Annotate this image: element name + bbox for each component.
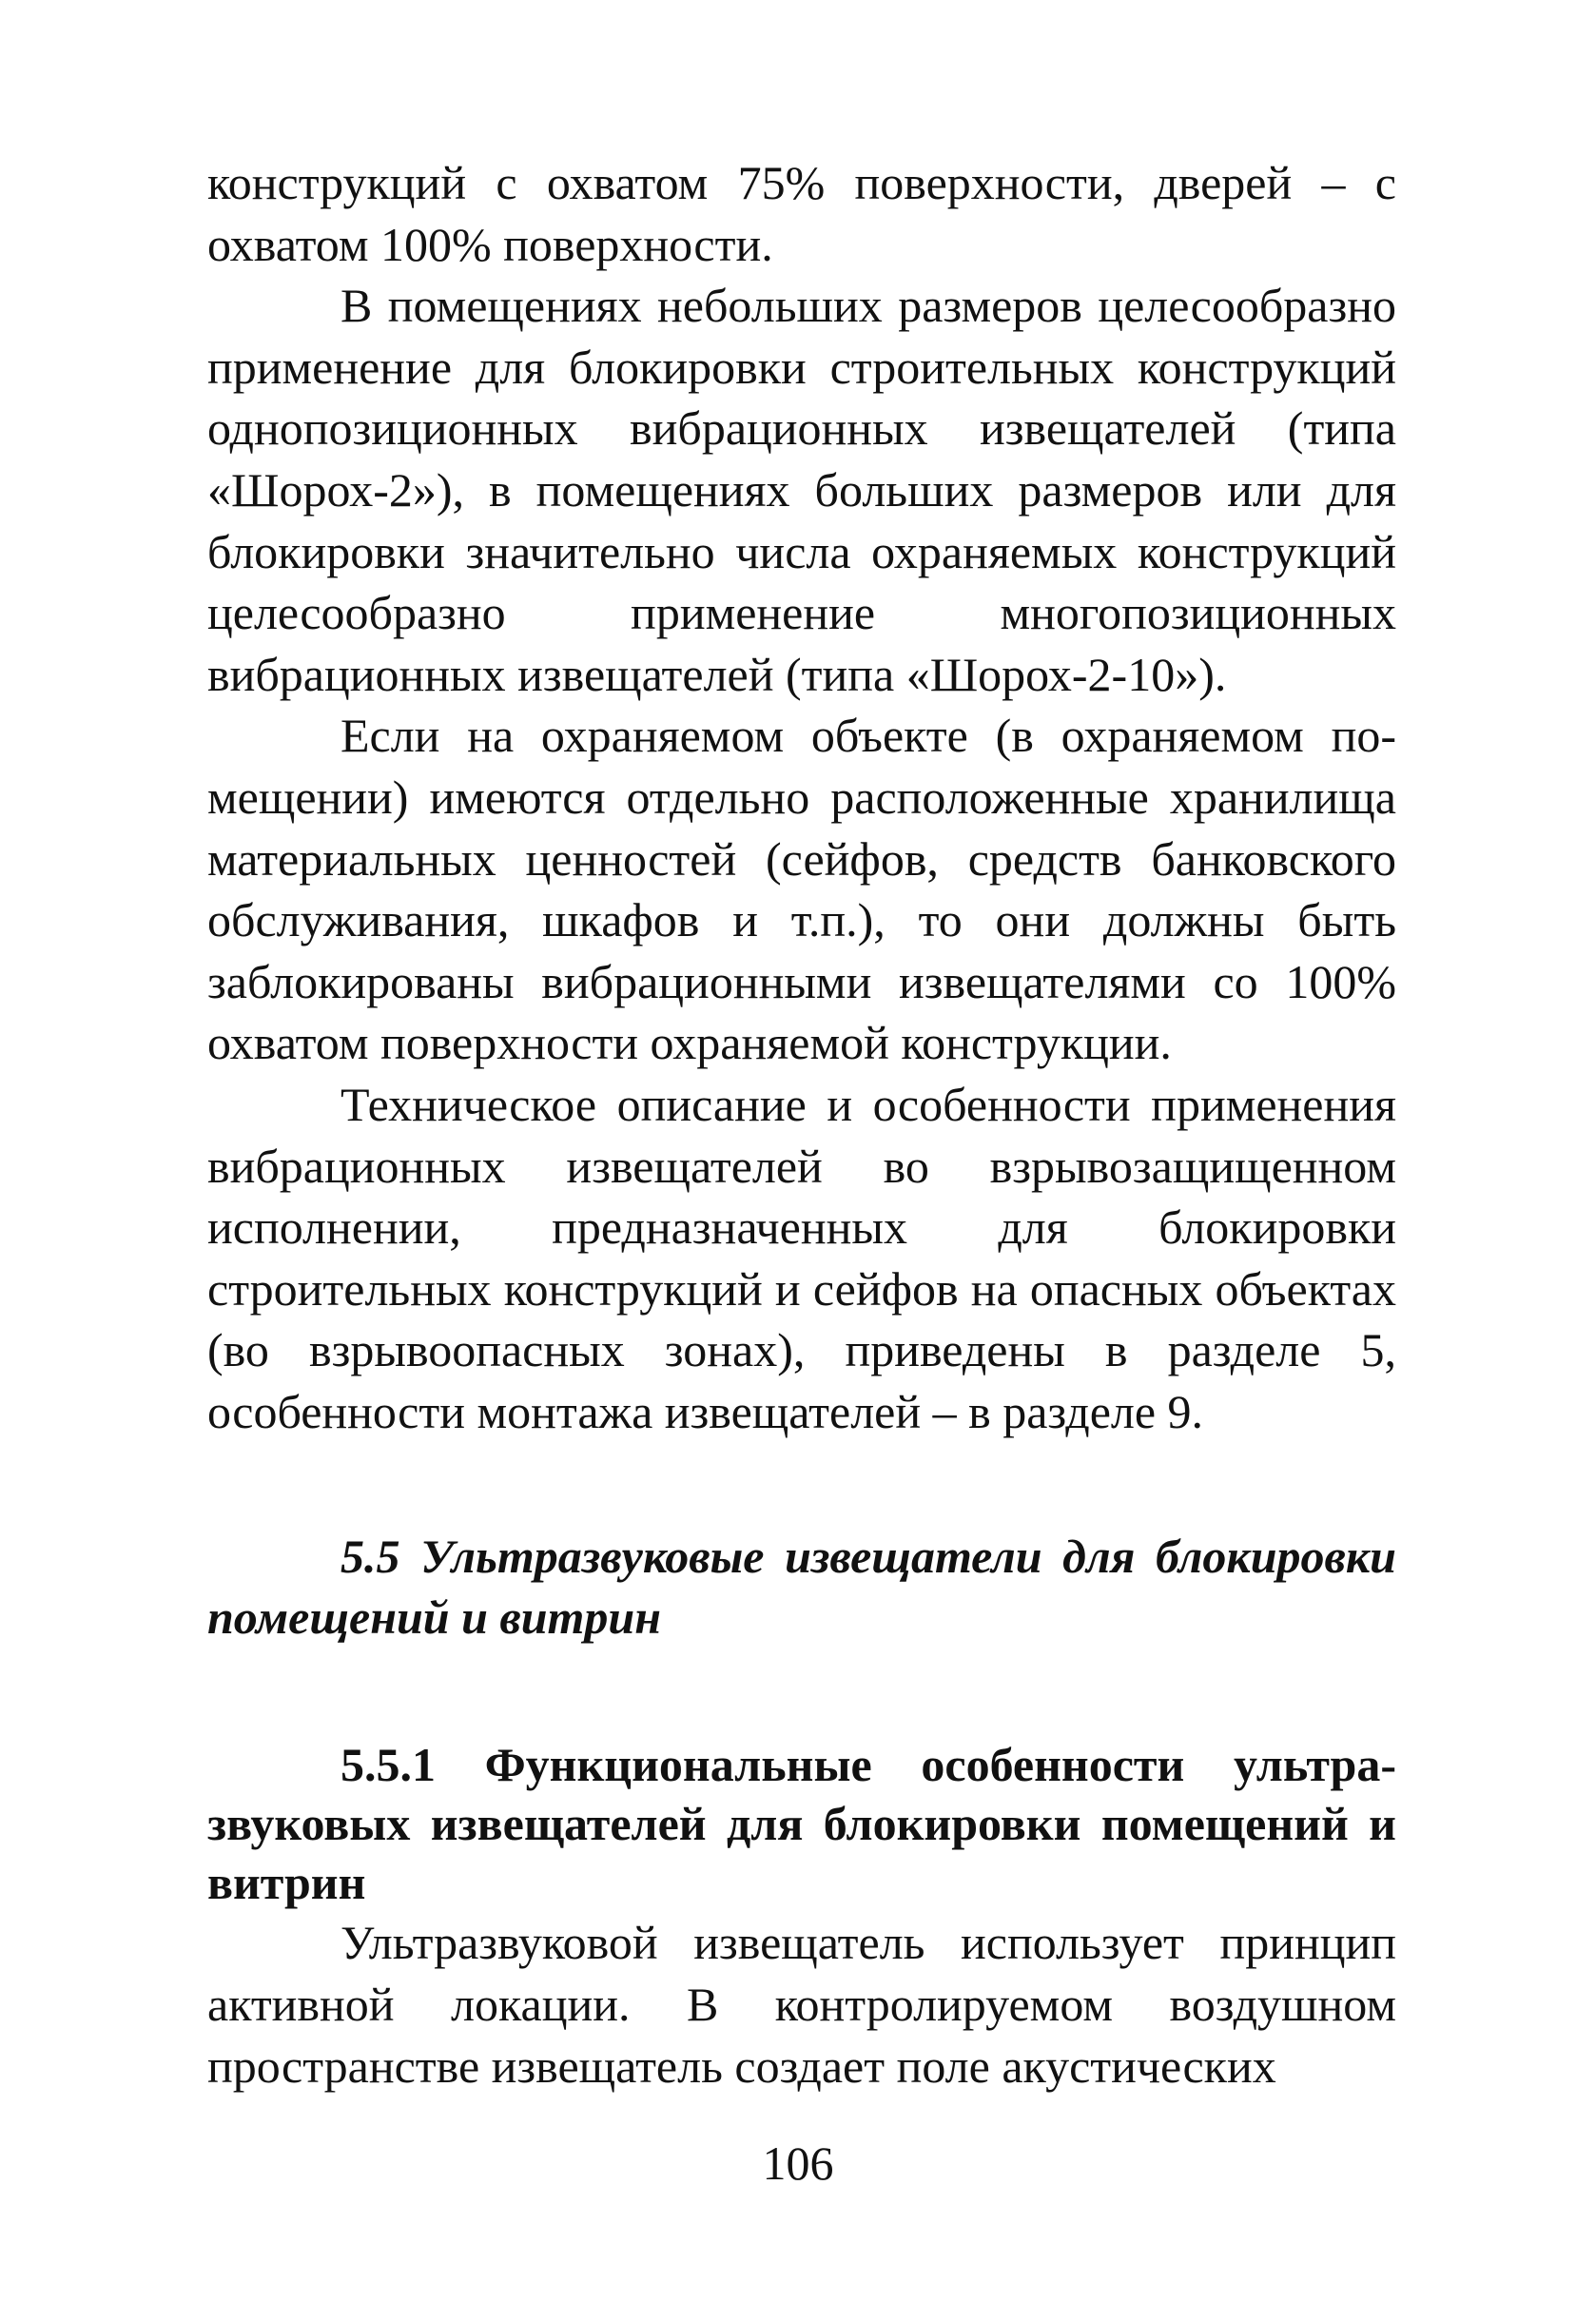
page-body bbox=[207, 152, 1396, 2097]
page-number: 106 bbox=[762, 2136, 834, 2190]
paragraph-continuation: конструкций с охватом 75% поверхности, дверей – с охватом 100% поверхности. bbox=[207, 156, 1396, 271]
section-heading: 5.5 Ультразвуковые извещатели для блокировки помещений и витрин bbox=[207, 1530, 1396, 1645]
subsection-heading: 5.5.1 Функциональные особенности ультразвуковых извещателей для блокировки помещений и витрин bbox=[207, 1738, 1396, 1910]
paragraph-storage-safes: Если на охраняемом объекте (в охраняемом помещении) имеются отдельно расположенные хранилища материальных ценностей (сейфов, средств банковского обслуживания, шкафов и т.п.), то они должны быть заблокированы вибрационными извещателями со 100% охватом поверхности охраняемой конструкции. bbox=[207, 709, 1396, 1070]
paragraph-ultrasonic-principle: Ультразвуковой извещатель использует принцип активной локации. В контролируемом воздушном пространстве извещатель создает поле акустических bbox=[207, 1916, 1396, 2093]
paragraph-building-structures: В помещениях небольших размеров целесообразно применение для блокировки строительных конструкций однопозиционных вибрационных извещателей (типа «Шорох-2»), в помещениях больших размеров или для блокировки значительно числа охраняемых конструкций целесообразно применение многопозиционных вибрационных извещателей (типа «Шорох-2-10»). bbox=[207, 279, 1396, 701]
paragraph-explosion-proof: Техническое описание и особенности применения вибрационных извещателей во взрывозащищенном исполнении, предназначенных для блокировки строительных конструкций и сейфов на опасных объектах (во взрывоопасных зонах), приведены в разделе 5, особенности монтажа извещателей – в разделе 9. bbox=[207, 1077, 1396, 1438]
